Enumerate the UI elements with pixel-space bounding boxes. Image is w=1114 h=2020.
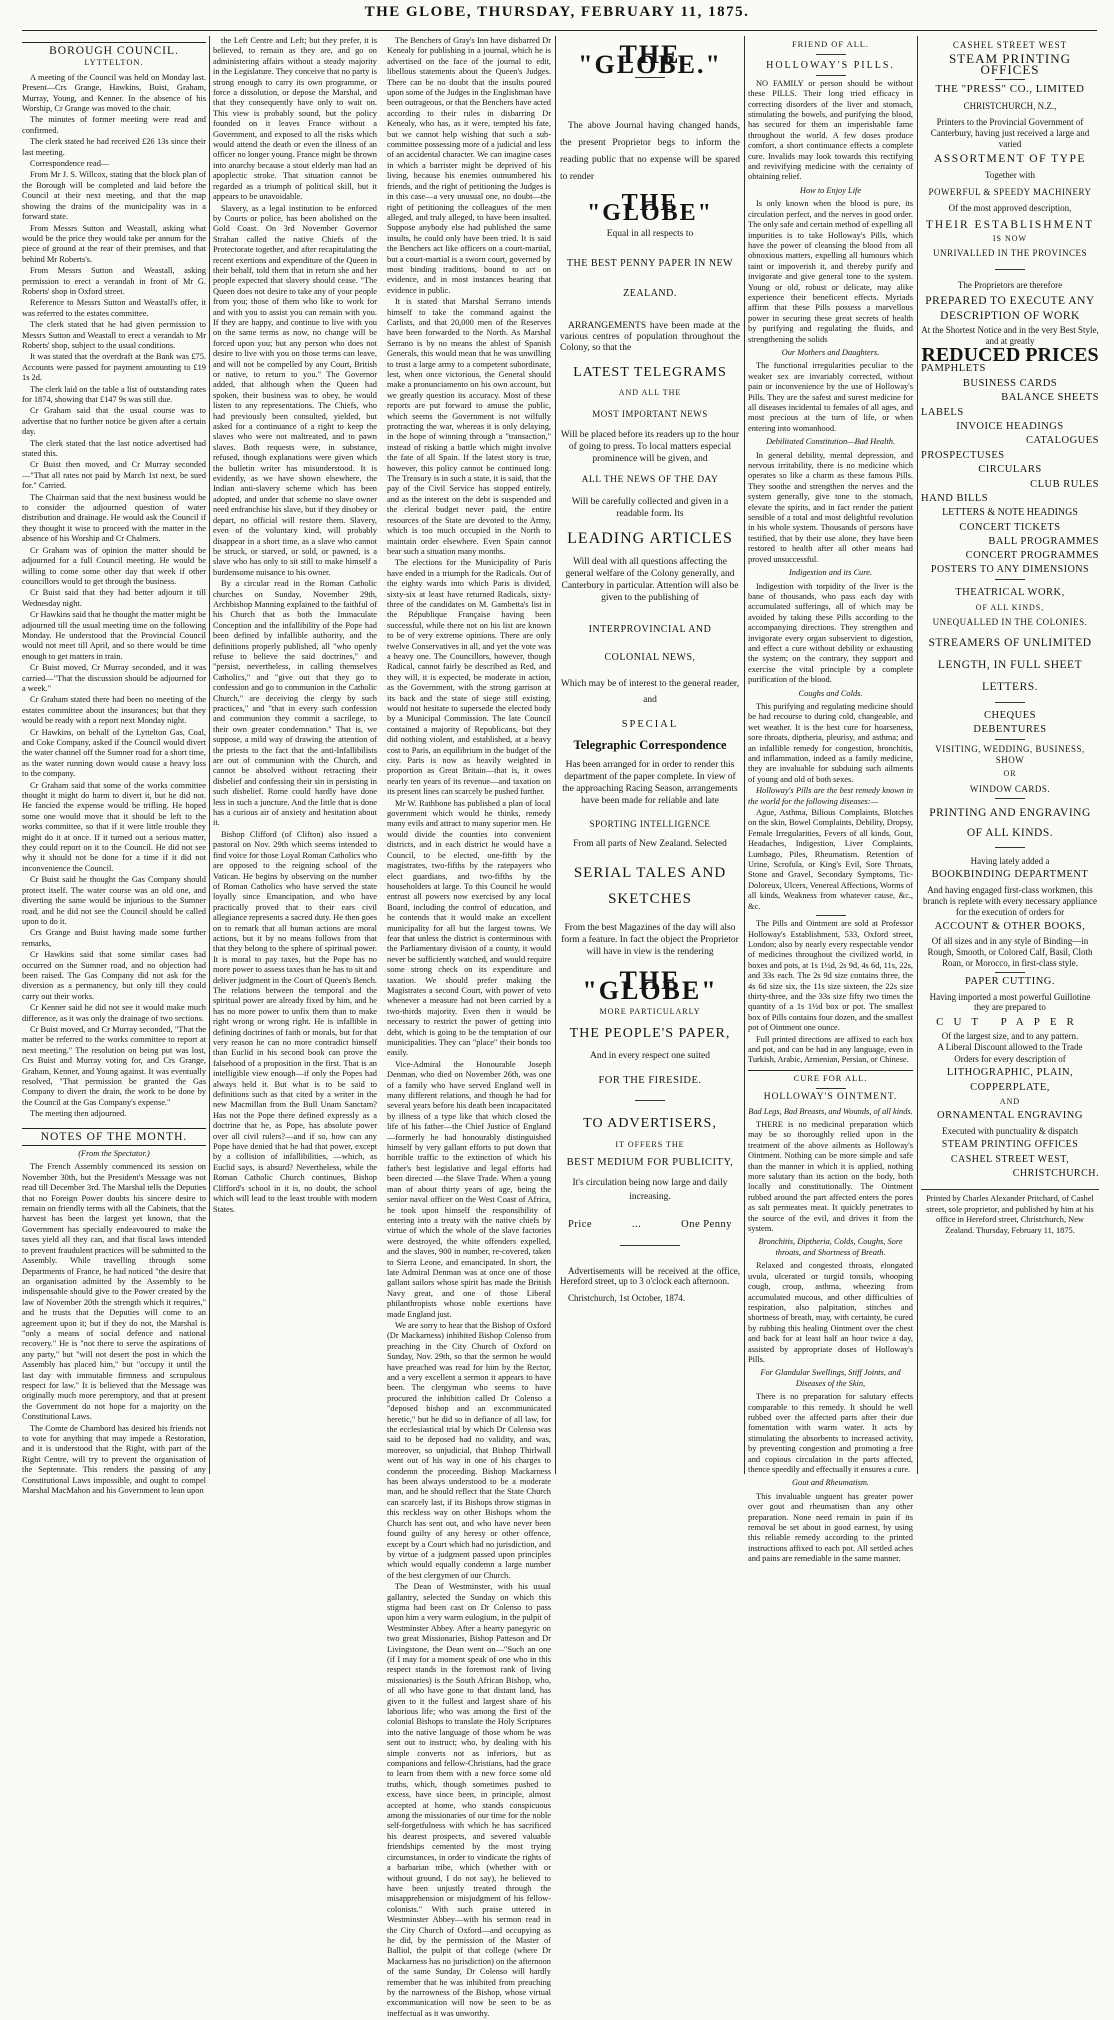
fireside: FOR THE FIRESIDE. [598,1074,702,1086]
subheading: Indigestion and its Cure. [789,568,872,578]
column-rule [555,36,556,1474]
body-text: This purifying and regulating medicine should be had recourse to during cold, changeable, and wet weather. It is the best cure for hoarseness, sore throats, diptheria, pleurisy, and asthma; and an infallible remedy for congestion, bronchitis, and inflammation, indeed as a family medicine, they are invaluable for subduing such ailments of young and old of both sexes. [748,701,913,784]
cut-paper: CUT PAPER [936,1015,1084,1028]
pills-intro: NO FAMILY or person should be without these PILLS. Their long tried efficacy in correcting disorders of the liver and stomach, stimulating the bowels, and purifying the blood, has secured for them an imperishable fame throughout the world. A few doses produce comfort, a short continuance effects a complete cure. Invalids may look towards this rectifying and revivifying medicine with the certainty of obtaining relief. [748,78,913,182]
bookbinding: BOOKBINDING DEPARTMENT [931,869,1089,881]
paragraph: Reference to Messrs Sutton and Weastall's offer, it was referred to the estates committee. [22,298,206,318]
globe-title-2: THE "GLOBE" [582,965,718,1006]
paragraph: Cr Graham stated there had been no meeting of the estates committee about the insurances; but that they would be ready with a report next Monday night. [22,695,206,726]
paragraph: The minutes of former meeting were read and confirmed. [22,115,206,135]
equal-text: Equal in all respects to [606,228,694,239]
imprint: Printed by Charles Alexander Pritchard, of Cashel street, sole proprietor, and published by him at his office in Hereford street, Christchurch, New Zealand. Thursday, February 11, 1875. [921,1189,1099,1236]
printers-text: Printers to the Provincial Government of Canterbury, having just received a large and varied [930,117,1090,150]
divider [816,1088,846,1089]
paragraph: Mr W. Rathbone has published a plan of local government which would he thinks, remedy many evils and attract to many superior men. He would divide the counties into convenient districts, and in each district he would have a Council, to be elected, one-fifth by the magistrates, two-fifths by the ratepayers who elect guardians, and two-fifths by the householders at large. To this Council he would entrust all powers now exercised by any local Board, including the control of education, and he contends that it would make an excellent municipality for all but the largest towns. We fear that unless the district is conterminous with the Parliamentary division of a county, it would never be sufficiently watched, and would require some strong check on its expenditure and taxation. We should prefer making the Magistrates a second Court, with power of veto whenever a measure had not been carried by a two-thirds majority. Even then it would be necessary to restrict the power of getting into debt, which is going to be the temptation of our municipalities. They can "place" their bonds too easily. [387,798,551,1058]
debentures: DEBENTURES [973,724,1047,736]
column-borough-council [22,36,206,1496]
subheading: How to Enjoy Life [799,185,862,195]
paragraph: Correspondence read— [30,159,110,169]
orders-text: Orders for every description of [954,1053,1066,1064]
article-title: BOROUGH COUNCIL. [22,42,206,56]
article-body [22,73,206,1120]
paragraph: The clerk stated that the last notice advertised had stated this. [22,438,206,459]
offers-text: IT OFFERS THE [615,1139,685,1149]
paragraph: Cr Buist said he thought the Gas Company should protect itself. The water course was an old one, and diverting the same would be injurious to the Sumner road, and he did not see the Council should be called upon to do it. [22,875,206,926]
printing-engraving: PRINTING AND ENGRAVING OF ALL KINDS. [929,807,1091,840]
body-text: The functional irregularities peculiar to the weaker sex are invariably corrected, without pain or inconvenience by the use of Holloway's Pills. They are the safest and surest medicine for all diseases incidental to females of all ages, and most precious at the turn of life, or when entering into womanhood. [748,361,913,433]
interprovincial: INTERPROVINCIAL AND COLONIAL NEWS, [588,624,712,664]
paragraph: Cr Hawkins said that he thought the matter might be adjourned till the usual meeting time on the following Monday. He understood that the Provincial Council would not meet till April, and so there would be time enough to get matters in train. [22,610,206,661]
cheques: CHEQUES [984,709,1036,721]
column-rule [917,36,918,1474]
is-now: IS NOW [992,234,1028,244]
body-text: Full printed directions are affixed to each box and pot, and can be had in any language, even in Turkish, Arabic, Armenian, Persian, or Chinese. [748,1034,913,1065]
lithographic: LITHOGRAPHIC, PLAIN, [946,1067,1074,1079]
divider [995,798,1025,799]
more-particularly: MORE PARTICULARLY [599,1006,701,1016]
together-with: Together with [984,170,1036,181]
product-item: CLUB RULES [1030,478,1099,490]
leading-articles: LEADING ARTICLES [567,529,733,547]
cure-for-all: CURE FOR ALL. [748,1070,913,1084]
paragraph: Vice-Admiral the Honourable Joseph Denman, who died on November 26th, was one of a family who have served England well in many different relations, and though he had for several years before his death been incapacitated by illness of a type like that which closed the life of his father—the Chief Justice of England—formerly he had honourably distinguished himself by very gallant efforts to put down that horrible traffic to the extinction of which his father's best legislative and legal efforts had been directed —the Slave Trade. When a young man of about thirty years of age, being the senior naval officer on the West Coast of Africa, he took upon himself the responsibility of entering into a treaty with the native chiefs by virtue of which the whole of the slave factories were destroyed, the white offenders expelled, and the slaves, 900 in number, re-covered, taken to Sierra Leone, and emancipated. In short, the late Admiral Denman was at once one of those gallant sailors whose spirit has made the British Navy great, and one of those Liberal philanthropists whose noble exertions have made England just. [387,1059,551,1319]
posters: POSTERS TO ANY DIMENSIONS [930,564,1090,575]
intro-text: The above Journal having changed hands, the present Proprietor begs to inform the reading public that no expense will be spared to render [560,120,740,182]
product-item: PAMPHLETS [921,363,986,375]
streamers: STREAMERS OF UNLIMITED LENGTH, IN FULL SHEET LETTERS. [928,636,1092,693]
divider [995,579,1025,580]
product-item: CATALOGUES [1026,435,1099,447]
divider [635,1100,665,1101]
unequalled: UNEQUALLED IN THE COLONIES. [932,617,1088,628]
subheading: Bronchitis, Diptheria, Colds, Coughs, Sore throats, and Shortness of Breath. [758,1237,903,1257]
machinery: POWERFUL & SPEEDY MACHINERY [928,186,1092,197]
paragraph: The Comte de Chambord has desired his friends not to vote for anything that may impede a Restoration, and it is understood that the Right, with part of the Right Centre, will try to prevent the organisation of the Septennate. This renders the passing of any Constitutional Laws impossible, and ought to compel Marshal MacMahon and his Government to lean upon [22,1423,206,1496]
theatrical: THEATRICAL WORK, [955,587,1065,599]
product-item: BALANCE SHEETS [1001,392,1099,404]
christchurch: CHRISTCHURCH. [1012,1167,1099,1179]
paragraph: the Left Centre and Left; but they prefer, it is believed, to remain as they are, and go on administering affairs without a steady majority in the Legislature. They conceive that no party is strong enough to carry its own programme, or force a dissolution, or depose the Marshal, and that they consequently have only to wait on. This view is probably sound, but the policy founded on it leaves France without a Government, and exposed to all the risks which would attend the death or even the illness of an officer no longer young. France might be thrown into anarchy because a stout elderly man had an apoplectic stroke. That situation cannot be regarded as a triumph of political skill, but it appears to be unavoidable. [213,36,377,202]
price-line [560,1220,740,1230]
paragraph: Cr Graham was of opinion the matter should be adjourned for a full Council meeting. He would be willing to come some other day that week if other councillors would to get through the business. [22,545,206,586]
divider [620,1245,680,1246]
serial-tales: SERIAL TALES AND SKETCHES [573,864,727,907]
paragraph: The Chairman said that the next business would be to consider the adjourned question of water distribution and drainage. He would ask the Council if they thought it wise to proceed with the matter in the absence of his Worship and Cr Chalmers. [22,492,206,544]
sizes-text: Of all sizes and in any style of Binding—in Rough, Smooth, or Colored Calf, Basil, Cloth Roan, or Morocco, in first-class style. [927,936,1093,969]
approved: Of the most approved description, [948,203,1072,214]
body-text: There is no preparation for salutary effects comparable to this remedy. It should be well rubbed over the affected parts after their due fomentation with warm water. It acts by stimulating the absorbents to increased activity, by preventing congestion and promoting a free and copious circulation in the parts affected, thence speedily and effectually it ensures a cure. [748,1392,913,1474]
globe-title: THE "GLOBE" [586,189,713,227]
arranged-text: Has been arranged for in order to render this department of the paper complete. In view of the approaching Racing Season, arrangements have been made for reliable and late [562,759,738,806]
subheading: Coughs and Colds. [798,688,863,698]
paragraph: Cr Buist moved, Cr Murray seconded, and it was carried—"That the discussion should be adjourned for a week." [22,663,206,693]
steam-offices-2: STEAM PRINTING OFFICES [941,1139,1079,1151]
sub-column [387,36,551,2020]
body-text: This invaluable unguent has greater power over gout and rheumatism than any other preparation. None need remain in pain if its removal be set about in good earnest, by using this reliable remedy according to the printed instructions affixed to each pot. All settled aches and pains are remediable in the same manner. [748,1491,913,1564]
paragraph: The Benchers of Gray's Inn have disbarred Dr Kenealy for publishing in a journal, which he is advertised on the face of the journal to edit, libellous statements about the Queen's Judges. There can be no doubt that the insults poured upon some of the Judges in the Englishman have been outrageous, or that the Benchers have acted according to their rules in disbarring Dr Kenealy, who has, as it were, tempted his fate, but we cannot help wishing that such a sub-committee possessing more of a judicial and less of an accidental character. We can imagine cases in which a barrister might be deprived of his living, because his enemies outnumbered his friends, and the right of petitioning the Judges is in this case—a very unusual one, no doubt—the right of petitioning the colleagues of the men alleged, and truly alleged, to have been insulted. Suppose anybody else had published the same insults, he could only have been tried. It is said the Benchers act like officers on a court-martial, but a court-martial is a sworn court, governed by most binding traditions, bound to act on evidence, and in most instances bearing that evidence in public. [387,36,551,295]
column-holloway [748,36,914,1564]
paragraph: Cr Graham said that some of the works committee thought it might do harm to divert it, but he did not. He fancied the expense would be trifling. He hoped some one would move that it should be left to the works committee, so that if it were little trouble they might do it at once. If it turned out a serious matter, they could report on it to the Council. He did not see why it should not be done for a time if it did not inconvenience the Council. [22,780,206,873]
paragraph: Cr Hawkins, on behalf of the Lyttelton Gas, Coal, and Coke Company, asked if the Council would divert the water channel off the Sumner road for a short time, as the water running down would cause a heavy loss to the company. [22,727,206,779]
paragraph: Cr Buist said that they had better adjourn it till Wednesday night. [22,588,206,608]
paragraph: From Mr J. S. Willcox, stating that the block plan of the Borough will be completed and laid before the Council at their next meeting, and that the map showing the drains of the municipality was in a forward state. [22,170,206,222]
telegrams-heading: LATEST TELEGRAMS [573,365,727,381]
collected-text: Will be carefully collected and given in a readable form. Its [571,496,729,519]
prepared: PREPARED TO EXECUTE ANY [925,295,1095,308]
paragraph: Cr Buist moved, and Cr Murray seconded, "That the matter be referred to the works committee to report at next meeting." The resolution on being put was lost, Crs Buist and Murray voting for, and Crs Grange, Graham, Kenner, and Young against. It was eventually resolved, "That permission be granted the Gas Company to divert the drain, the work to be done by the Council at the Gas Company's expense." [22,1024,206,1107]
all-news: ALL THE NEWS OF THE DAY [581,475,719,486]
all-kinds: OF ALL KINDS, [975,602,1045,612]
product-item: INVOICE HEADINGS [956,420,1064,432]
deal-text: Will deal with all questions affecting the general welfare of the Colony generally, and Canterbury in particular. Attention will also be given to the publishing of [561,557,739,604]
magazines-text: From the best Magazines of the day will also form a feature. In fact the object the Proprietor will have in view is the rendering [561,922,739,957]
masthead-rule [22,30,1097,31]
and-all-the: AND ALL THE [618,388,682,398]
paragraph: From Messrs Sutton and Weastall, asking what would be the price they would take per annum for the piece of ground at the rear of their premises, and that behind Mr Roberts's. [22,223,206,264]
price-value: One Penny [681,1219,732,1231]
placed-text: Will be placed before its readers up to the hour of going to press. To local matters especial prominence will be given, and [560,430,740,465]
from-all-text: From all parts of New Zealand. Selected [573,839,727,850]
proprietors: The Proprietors are therefore [957,279,1063,290]
sub-column [213,36,377,1216]
sporting: SPORTING INTELLIGENCE [589,818,711,829]
body-text: Is only known when the blood is pure, its circulation perfect, and the nerves in good order. The only safe and certain method of expelling all impurities is to take Holloway's Pills, which have the power of cleansing the blood from all obnoxious matters, expelling all humours which taint or impoverish it, and thereby purify and invigorate and give general tone to the system. Young or old, robust or delicate, may alike experience their beneficent effects. Myriads affirm that these Pills possess a marvellous power in securing these great secrets of health by purifying and regulating the fluids, and strengthening the solids [748,199,913,344]
subheading: For Glandular Swellings, Stiff Joints, and Diseases of the Skin, [760,1368,901,1388]
paragraph: Cr Kenner said he did not see it would make much difference, as it was only the drainage of two sections. [22,1003,206,1023]
to-advertisers: TO ADVERTISERS, [583,1116,717,1132]
paragraph: The clerk laid on the table a list of outstanding rates for 1874, showing that £147 9s was still due. [22,384,206,404]
city: CHRISTCHURCH, N.Z., [963,100,1057,111]
concert-programmes: CONCERT PROGRAMMES [965,549,1099,561]
paragraph: The meeting then adjourned. [30,1109,127,1119]
body-text: THERE is no medicinal preparation which may be so thoroughly relied upon in the treatment of the above ailments as Holloway's Ointment. Nothing can be more simple and safe than the manner in which it is applied, nothing more salutary than its action on the body, both locally and constitutionally. The Ointment rubbed around the part affected enters the pores as salt permeates meat. It quickly penetrates to the source of the evil, and drives it from the system. [748,1120,913,1234]
copperplate: COPPERPLATE, [970,1081,1050,1093]
column-rule [209,36,210,1474]
divider [995,972,1025,973]
divider [995,739,1025,740]
establishment: THEIR ESTABLISHMENT [925,218,1095,231]
cashel-street-2: CASHEL STREET WEST, [950,1153,1070,1165]
workmen-text: And having engaged first-class workmen, this branch is replete with every necessary appliance for the execution of orders for [923,884,1097,917]
body-text: Indigestion with torpidity of the liver is the bane of thousands, who pass each day with accumulated sufferings, all of which may be avoided by taking these Pills according to the accompanying directions. They strengthen and invigorate every organ subservient to digestion, and effect a cure without debility or exhausting the system; on the contrary, they support and exercise the vital principle by a complete purification of the blood. [748,581,913,685]
subheading: Holloway's Pills are the best remedy known in the world for the following diseases:— [748,786,913,806]
body-text: In general debility, mental depression, and nervous irritability, there is no medicine which operates so like a charm as these famous Pills. They soothe and strengthen the nerves and the system generally, give tone to the stomach, elevate the spirits, and in fact render the patient sensible of a total and most delightful revolution in his whole system. Thousands of persons have testified, that by their use alone, they have been restored to health after all other means had proved unsuccessful. [748,450,913,564]
paragraph: A meeting of the Council was held on Monday last. Present—Crs Grange, Hawkins, Buist, Graham, Murray, Young, and Kenner. In the absence of his Worship, Cr Grange was moved to the chair. [22,72,206,114]
press-company: THE "PRESS" CO., LIMITED [935,83,1085,96]
price-dots: ... [631,1219,642,1231]
cashel-header: CASHEL STREET WEST [952,40,1068,50]
steam-offices: STEAM PRINTING OFFICES [949,51,1071,77]
peoples-paper: THE PEOPLE'S PAPER, [569,1025,731,1041]
telegraphic: Telegraphic Correspondence [573,738,727,753]
ads-received-text: Advertisements will be received at the office, Hereford street, up to 3 o'clock each afternoon. [560,1265,740,1287]
subheading: Bad Legs, Bad Breasts, and Wounds, of all kinds. [748,1106,913,1116]
paragraph: By a circular read in the Roman Catholic churches on Sunday, November 29th, Archbishop Manning explained to the faithful of his Church that as both the Immaculate Conception and the infallibility of the Pope had been defined by infallible authority, and the definitions properly published, all "who openly refuse to believe the said doctrines," and "persist, nevertheless, in calling themselves Catholics," and "give out that they go to confession and go to communion in the Catholic Church," are deceiving the clergy by such practices," and "that in every such confession and communion they commit a sacrilege, to their own greater condemnation." That is, we suppose, a mild way of drawing the attention of the priests to the fact that the anti-Infallibilists are out of communion with the Church, and cannot be absolved without retracting their disbelief and confessing their sin in persisting in such disbelief. Rome could hardly have done less in such a juncture. And the little that is done has a curious air of anxiety and hesitation about it. [213,579,377,828]
paragraph: The Dean of Westminster, with his usual gallantry, selected the Sunday on which this stigma had been cast on Dr Colenso to pass upon him a very warm eulogium, in the pulpit of Westminster Abbey. After a hearty panegyric on two great Missionaries, Bishop Patteson and Dr Livingstone, the Dean went on—"Such an one (if I may for a moment speak of one who in this respect stands in the foremost rank of living missionaries) is the South African Bishop, who, of all who have gone to that distant land, has given to it the fullest and largest share of his laborious life; who was among the first of the colonial Bishops to translate the Holy Scriptures into the native language of those whom he was sent out to instruct; who, by dealing with his simple converts not as inferiors, but as companions and fellow-Christians, had the grace to learn from them with a new force some old truths, which, though sometimes pushed to excess, have since been, in principle, almost accepted at home, who stands conspicuous among the missionaries of our time for the noble self-forgetfulness with which he has sacrificed his dearest prospects, and severed valuable friendships cemented by the most trying circumstances, in order to vindicate the rights of a barbarian tribe, which (whether with or without ground, I do not say), he believed to have been unjustly treated through the misapprehension or misjudgment of his fellow-colonists." With such praise uttered in Westminster Abbey—with his sermon read in the City Church of Oxford—and occupying as he did, by the permission of the Master of Balliol, the pulpit of that college (where Dr Mackarness has no jurisdiction) on the afternoon of the same Sunday, Dr Colenso will hardly remember that he was inhibited from preaching by the narrowness of the Bishop, whose virtual excommunication will now be seen to be as ineffectual as it was unworthy. [387,1582,551,2018]
product-item: HAND BILLS [921,492,989,504]
paragraph: Cr Hawkins said that some similar cases had occurred on the Sumner road, and no objection had been raised. The Gas Company did not ask for the diversion as a permanency, but only till they could carry out their works. [22,950,206,1001]
price-label: Price [568,1219,593,1231]
ointment-heading: HOLLOWAY'S OINTMENT. [763,1092,898,1103]
discount-text: A Liberal Discount allowed to the Trade [937,1042,1083,1053]
paragraph: The elections for the Municipality of Paris have ended in a triumph for the Radicals. Out of the eighty wards into which Paris is divided, sixty-six at least have returned Radicals, sixty-three of the candidates on M. Gambetta's list in the République Française having been successful, while there not on his list are known to be of very extreme opinions. There are only twelve Conservatives in all, and yet the vote was a heavy one. The Councillors, however, though Radical, cannot fairly be described as Red, and they will, it is expected, be moderate in action, as the Government, with the strong garrison at its back and the state of siege still existing, would not hesitate to supersede the elected body by a Municipal Commission. The late Council contained a majority of Republicans, but they did nothing violent, and established, at a heavy cost to Paris, an equilibrium in the budget of the city. Paris is now as heavily weighted in proportion as Great Britain—that is, it owes nearly ten years of its revenue—and taxation on its present lines can scarcely be pushed further. [387,558,551,797]
paragraph: The clerk stated he had received £26 13s since their last meeting. [22,137,206,157]
interest-text: Which may be of interest to the general reader, and [560,679,740,706]
shortest-text: At the Shortest Notice and in the very Best Style, and at greatly [921,325,1099,346]
description: DESCRIPTION OF WORK [940,309,1080,322]
dateline: Christchurch, 1st October, 1874. [568,1292,686,1303]
body-text: Ague, Asthma, Bilious Complaints, Blotches on the skin, Bowel Complaints, Debility, Dropsy, Female Irregularities, Fevers of all kinds, Gout, Headaches, Indigestion, Liver Complaints, Lumbago, Piles, Rheumatism. Retention of Urine, Scrofula, or King's Evil, Sore Throats, Stone and Gravel, Secondary Symptoms, Tic-Doloreux, Ulcers, Venereal Affections, Worms of all kinds, Weakness from whatever cause, &c., &c. [748,808,914,911]
divider [995,702,1025,703]
article-subtitle: LYTTELTON. [84,58,144,68]
divider [816,54,846,55]
article-title: NOTES OF THE MONTH. [22,1128,206,1146]
product-item: CIRCULARS [978,464,1042,476]
subheading: Our Mothers and Daughters. [781,347,880,357]
paragraph: We are sorry to hear that the Bishop of Oxford (Dr Mackarness) inhibited Bishop Colenso from preaching in the City Church of Oxford on Sunday, Nov. 29th, so that the sermon he would have preached was read for him by the Rector, and a very excellent a sermon it appears to have been. The clergyman who seems to have procured the inhibition called Dr Colenso a "deposed bishop and an excommunicated heretic," but he did so in defiance of all law, for the ecclesiastical trial by which Dr Colenso was said to be deposed had no validity, and was, moreover, so unjudicial, that Bishop Thirlwall went out of his way in one of his charges to condemn the proceeding. Bishop Mackarness has been always understood to be a moderate man, and he should reflect that the State Church can scarcely last, if its Bishops throw stigmas in this reckless way on other Bishops whom the Church has sent out, and who have never been found guilty of any heresy or other offence, except by a Court which had no jurisdiction, and by virtue of a judgment passed upon principles which would equally condemn a large number of the best clergymen of our Church. [387,1320,551,1580]
ball-programmes: BALL PROGRAMMES [988,536,1099,548]
or: OR [1003,769,1017,779]
arrangements-text: ARRANGEMENTS have been made at the various centres of population throughout the Colony, so that the [560,321,740,354]
paragraph: Crs Grange and Buist having made some further remarks, [22,928,206,948]
paragraph: Slavery, as a legal institution to be enforced by Courts or police, has been abolished on the Gold Coast. On 3rd November Governor Strahan called the native Chiefs of the Protectorate together, and after recapitulating the recent exertions and expenditure of the Queen in their behalf, told them that in return she and her people expected that slavery should cease. "The Queen does not desire to take any of your people from you; those of them who like to work for and with you to assist you can remain with you. If they are happy, and continue to live with you on the same terms as now, no change will be forced upon you; but any person who does not desire to live with you on those terms can leave, and will not be compelled by any Court, British or native, to return to you." The Governor added, that although when the Queen had spoken, their business was to obey, he would listen to any representations. The Chiefs, who had previously been consulted, yielded, but asked for a continuance of a right to keep the slaves who were not maltreated, and to pawn slaves. Both requests were, in substance, refused, though explanations were given which the bulletin writer has misunderstood. It is evidently, as we have shown elsewhere, the Indian anti-slavery scheme which has been adopted, and under that scheme no slave owner need enfranchise his slave, but if they disobey or depart, no official will restore them. Slavery, even of the voluntary kind, will probably disappear in a short time, as a slave who cannot be struck, or starved, or sold, or pawned, is a slave who has only to sit still to make himself a burdensome nuisance to his owner. [213,203,377,577]
body-text: Relaxed and congested throats, elongated uvula, ulcerated or turgid tonsils, whooping cough, croup, asthma, wheezing from accumulated mucous, and other difficulties of respiration, also palpitation, stitches and shortness of breath, may, with certainty, be cured by rubbing this healing Ointment over the chest and back for at least half an hour twice a day, assisted by appropriate doses of Holloway's Pills. [748,1261,913,1364]
divider [816,75,846,76]
letters: LETTERS & NOTE HEADINGS [942,507,1078,519]
punctuality-text: Executed with punctuality & dispatch [942,1125,1078,1136]
and: AND [999,1096,1021,1106]
visiting: VISITING, WEDDING, BUSINESS, SHOW [935,744,1085,765]
concert-tickets: CONCERT TICKETS [959,521,1061,533]
column-notes-continued [213,36,551,2018]
subheading: Gout and Rheumatism. [792,1478,869,1488]
guillotine-text: Having imported a most powerful Guillotine they are prepared to [929,991,1091,1013]
best-paper: THE BEST PENNY PAPER IN NEW ZEALAND. [566,258,734,300]
product-item: BUSINESS CARDS [962,377,1058,389]
product-item: LABELS [921,406,964,418]
paragraph: The clerk stated that he had given permission to Messrs Sutton and Weastall to erect a verandah to Mr Roberts' shop, subject to the usual conditions. [22,320,206,350]
subheading: Debilitated Constitution—Bad Health. [765,437,896,447]
globe-header: THE "GLOBE." [578,40,722,80]
paragraph: It is stated that Marshal Serrano intends himself to take the command against the Carlists, and that 20,000 men of the Reserves have been forwarded to the North. As Marshal Serrano is by no means the ablest of Spanish Generals, this would mean that he was unwilling to trust a large army to a competent subordinate, lest, when once victorious, the General should make a pronunciamento on his own account, but we greatly question its accuracy. Most of these reports are put forward to amuse the public, which seems the Government is not wilfully protracting the war, whereas it is only delaying, in the hope of winning through a "transaction," instead of risking a battle which might involve the fate of all Spain. If the latest story is true, however, this policy cannot be continued long. The Treasury is in such a state, it is said, that the pay of the Civil Service has stopped entirely, and as the interest on the debt is suspended and the clerical budget never paid, the entire resources of the State are devoted to the Army, which is too much occupied in the North to maintain order elsewhere. Even Spain cannot bear such a situation many months. [387,297,551,556]
account-books: ACCOUNT & OTHER BOOKS, [934,920,1086,932]
column-rule [744,36,745,1474]
special: SPECIAL [621,719,679,731]
reduced-prices: REDUCED PRICES [921,343,1099,366]
article-body [22,1162,206,1496]
column-globe-advert [560,36,740,1476]
pills-heading: HOLLOWAY'S PILLS. [766,60,895,72]
assortment: ASSORTMENT OF TYPE [934,153,1086,166]
best-medium: BEST MEDIUM FOR PUBLICITY, [566,1156,734,1168]
largest-text: Of the largest size, and to any pattern. [941,1030,1079,1041]
circulation-text: It's circulation being now large and daily increasing. [572,1178,728,1203]
divider [995,269,1025,270]
paragraph: From Messrs Sutton and Weastall, asking permission to erect a verandah in front of Mr G. Roberts' shop in Oxford street. [22,266,206,296]
important-news: MOST IMPORTANT NEWS [592,408,708,419]
product-item: PROSPECTUSES [921,449,1005,461]
divider [816,915,846,916]
paper-cutting: PAPER CUTTING. [964,976,1056,988]
body-text: The Pills and Ointment are sold at Professor Holloway's Establishment, 533, Oxford street, London; also by nearly every respectable vendor of medicines throughout the civilized world, in boxes and pots, at 1s 1½d, 2s 9d, 4s 6d, 11s, 22s, and 33s each. The 2s 9d size contains three, the 4s 6d size six, the 11s size sixteen, the 22s size thirty-three, and the 33s size fifty two times the quantity of a 1s 1½d box or pot. The smallest box of Pills contains four dozen, and the smallest pot of Ointment one ounce. [748,919,913,1033]
paragraph: The French Assembly commenced its session on November 30th, but the President's Message was not read till December 3rd. The Marshal tells the Deputies that no Foreign Power doubts his sincere desire to remain on friendly terms with all the Cabinets, that the harvest has been the largest yet known, that the Government has specially endeavoured to make the taxes yield all they can, and that fiscal laws intended to prevent fraudulent practices will be submitted to the Assembly. While travelling through some Departments of France, he had noticed "the desire that an organisation admitted by the Assembly to be indispensable should give to the Power created by the law of November 20th the strength which it requires," and he trusts that the Deputies will come to an agreement upon it; but if they do not, the Marshal is "only a means of social defence and national recovery." He is "not there to serve the aspirations of any party," but "will not desert the post in which the Assembly has placed him," but "occupy it until the last day with immutable firmness and scrupulous respect for law." It is believed that the Message was originally much more peremptory, and that at present the Government do not hope for a majority on the Constitutional Laws. [22,1162,206,1422]
paragraph: Bishop Clifford (of Clifton) also issued a pastoral on Nov. 29th which seems intended to find voice for those Loyal Roman Catholics who are opposed to the reigning school of the Vatican. He begins by observing on the number of Roman Catholics who have served the state loyally since Emancipation, and who have practically proved that to their ears civil allegiance represents a sacred duty. He then goes on to remark that all human actions are moral actions, but it by no means follows from that that they belong to the sphere of spiritual power. It is moral to pay taxes, but the Pope has no more power to assess taxes than he has to sit and deliver judgment in the Court of Queen's Bench. The relations between the temporal and the spiritual power are already fixed by him, and he has no more power to unfix them than to make right wrong or wrong right. He is infallible in defining doctrines of faith or morals, but for that very reason he can no more contradict himself than Euclid in his second book can prove the falsehood of a proposition in the first. That is an intelligible view enough—if only the Popes had always held it. But what is to be said to definitions such as that cited by a writer in the new Macmillan from the Bull Unam Sanctam? Has not the Pope there defined expressly as a doctrine that he, as Pope, has absolute power over all civil rulers?—and if so, how can any Pope have denied that he had that power, except by a collision of infallibilities, —which, as Euclid says, is absurd? Nevertheless, while the Roman Catholic Church continues, Bishop Clifford's school in it is, no doubt, the school which will lead to the least trouble with modern States. [213,829,377,1214]
window-cards: WINDOW CARDS. [969,783,1051,794]
paragraph: Cr Buist then moved, and Cr Murray seconded—"That all rates not paid by March 1st next, be sued for." Carried. [22,460,206,491]
column-printing-ad [921,36,1099,1476]
paragraph: It was stated that the overdraft at the Bank was £75. Accounts were passed for payment amounting to £19 1s 2d. [22,352,206,383]
lately: Having lately added a [970,856,1050,867]
unrivalled: UNRIVALLED IN THE PROVINCES [933,248,1087,259]
ornamental-engraving: ORNAMENTAL ENGRAVING [937,1110,1083,1122]
divider [995,847,1025,848]
paragraph: Cr Graham said that the usual course was to advertise that no further notice be given after a certain day. [22,406,206,437]
friend-of-all: FRIEND OF ALL. [791,40,870,49]
article-source: (From the Spectator.) [78,1149,150,1159]
product-list [921,364,1099,504]
divider [995,79,1025,80]
suited-text: And in every respect one suited [589,1051,711,1062]
masthead: THE GLOBE, THURSDAY, FEBRUARY 11, 1875. [364,4,750,20]
